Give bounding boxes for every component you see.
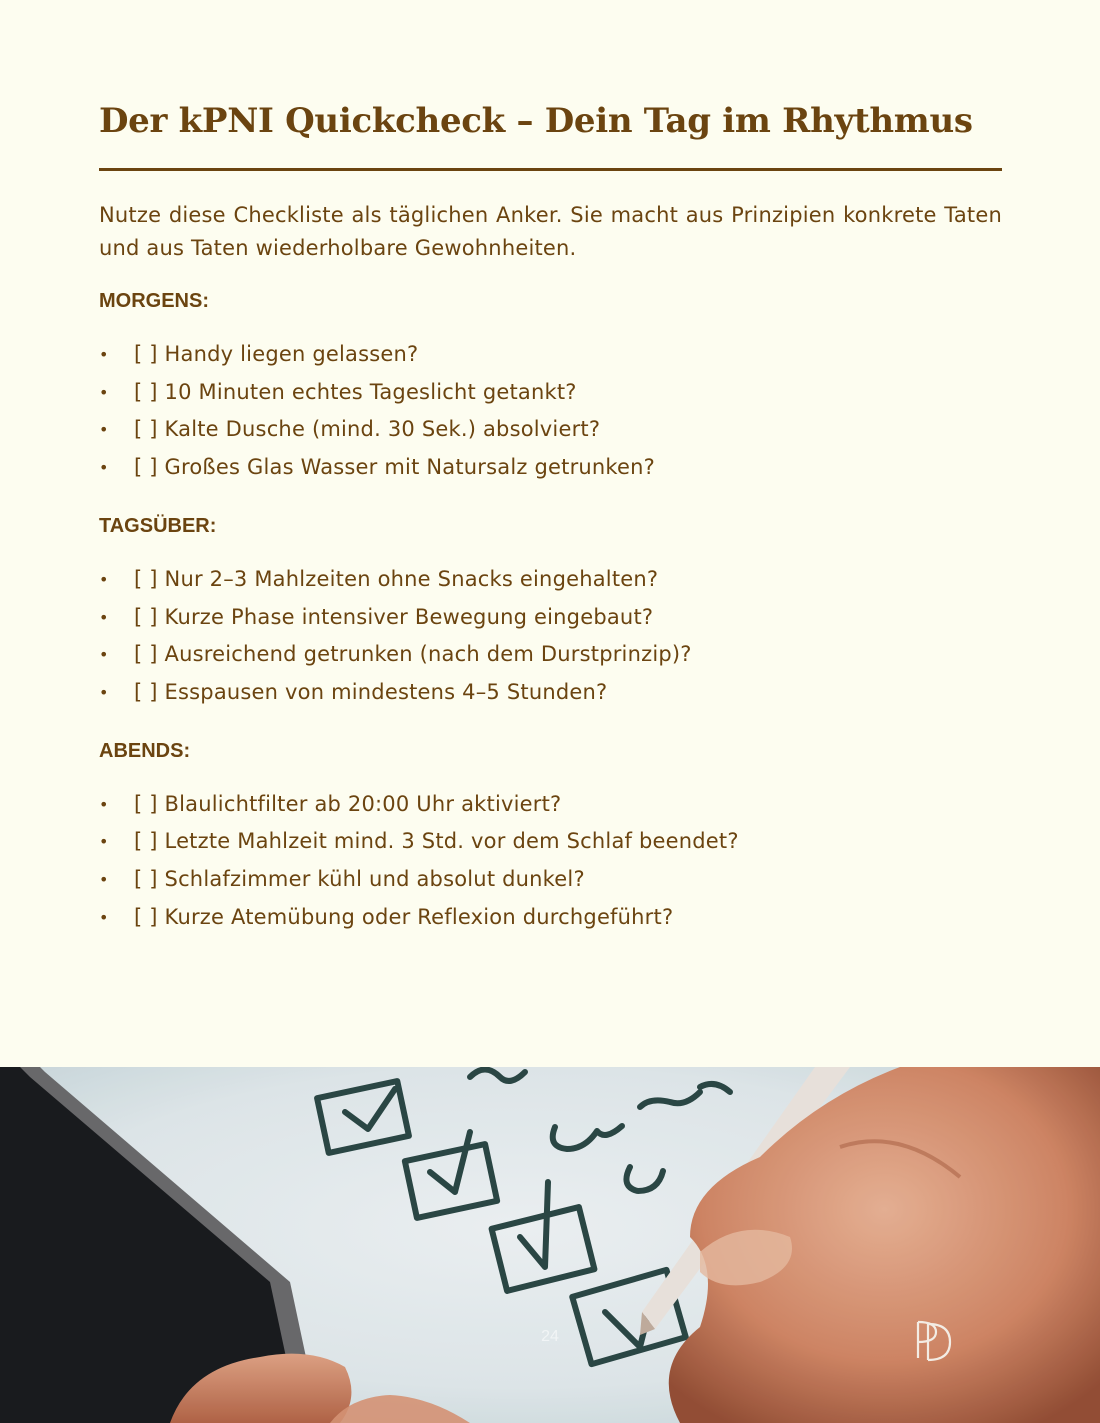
checklist-evening [99,786,1002,937]
checklist-item-text: [ ] 10 Minuten echtes Tageslicht getankt? [134,379,577,404]
bullet-icon: • [99,420,109,440]
bullet-icon: • [99,607,109,627]
checklist-item [99,899,1002,937]
section-daytime [99,511,1002,712]
checklist-daytime [99,561,1002,712]
bullet-icon: • [99,569,109,589]
checklist-item [99,674,1002,712]
checklist-item [99,861,1002,899]
checklist-item [99,411,1002,449]
page-title: Der kPNI Quickcheck – Dein Tag im Rhythmus [99,101,973,141]
checklist-item-text: [ ] Kalte Dusche (mind. 30 Sek.) absolviert? [134,417,601,442]
bullet-icon: • [99,682,109,702]
bullet-icon: • [99,458,109,478]
bullet-icon: • [99,645,109,665]
checklist-item [99,374,1002,412]
pd-monogram-logo-icon [912,1318,954,1362]
checklist-morning [99,336,1002,487]
checklist-item [99,449,1002,487]
section-morning [99,286,1002,487]
checklist-item-text: [ ] Ausreichend getrunken (nach dem Durstprinzip)? [134,642,692,667]
title-divider [99,168,1002,171]
checklist-item-text: [ ] Kurze Phase intensiver Bewegung eingebaut? [134,604,654,629]
section-heading-morning: MORGENS: [99,290,209,312]
checklist-item [99,786,1002,824]
checklist-item-text: [ ] Großes Glas Wasser mit Natursalz getrunken? [134,455,656,480]
checklist-item-text: [ ] Esspausen von mindestens 4–5 Stunden? [134,679,608,704]
page-number: 24 [541,1328,559,1345]
page-content [99,98,1002,936]
checklist-item [99,599,1002,637]
checklist-item [99,336,1002,374]
bullet-icon: • [99,382,109,402]
checklist-item-text: [ ] Blaulichtfilter ab 20:00 Uhr aktiviert? [134,791,562,816]
checklist-item-text: [ ] Handy liegen gelassen? [134,342,419,366]
checklist-item [99,823,1002,861]
checklist-item-text: [ ] Letzte Mahlzeit mind. 3 Std. vor dem Schlaf beendet? [134,829,739,854]
section-evening [99,736,1002,937]
section-heading-evening: ABENDS: [99,739,191,762]
bullet-icon: • [99,345,109,364]
bullet-icon: • [99,794,109,814]
section-heading-daytime: TAGSÜBER: [99,514,217,537]
bullet-icon: • [99,870,109,890]
checklist-tablet-photo [0,1067,1100,1423]
checklist-item-text: [ ] Schlafzimmer kühl und absolut dunkel? [134,867,585,892]
checklist-item [99,636,1002,674]
intro-paragraph: Nutze diese Checkliste als täglichen Anker. Sie macht aus Prinzipien konkrete Taten und aus Taten wiederholbare Gewohnheiten. [99,203,1002,260]
checklist-item-text: [ ] Nur 2–3 Mahlzeiten ohne Snacks eingehalten? [134,566,659,591]
bullet-icon: • [99,907,109,927]
checklist-item [99,561,1002,599]
checklist-item-text: [ ] Kurze Atemübung oder Reflexion durchgeführt? [134,904,674,929]
bullet-icon: • [99,832,109,852]
